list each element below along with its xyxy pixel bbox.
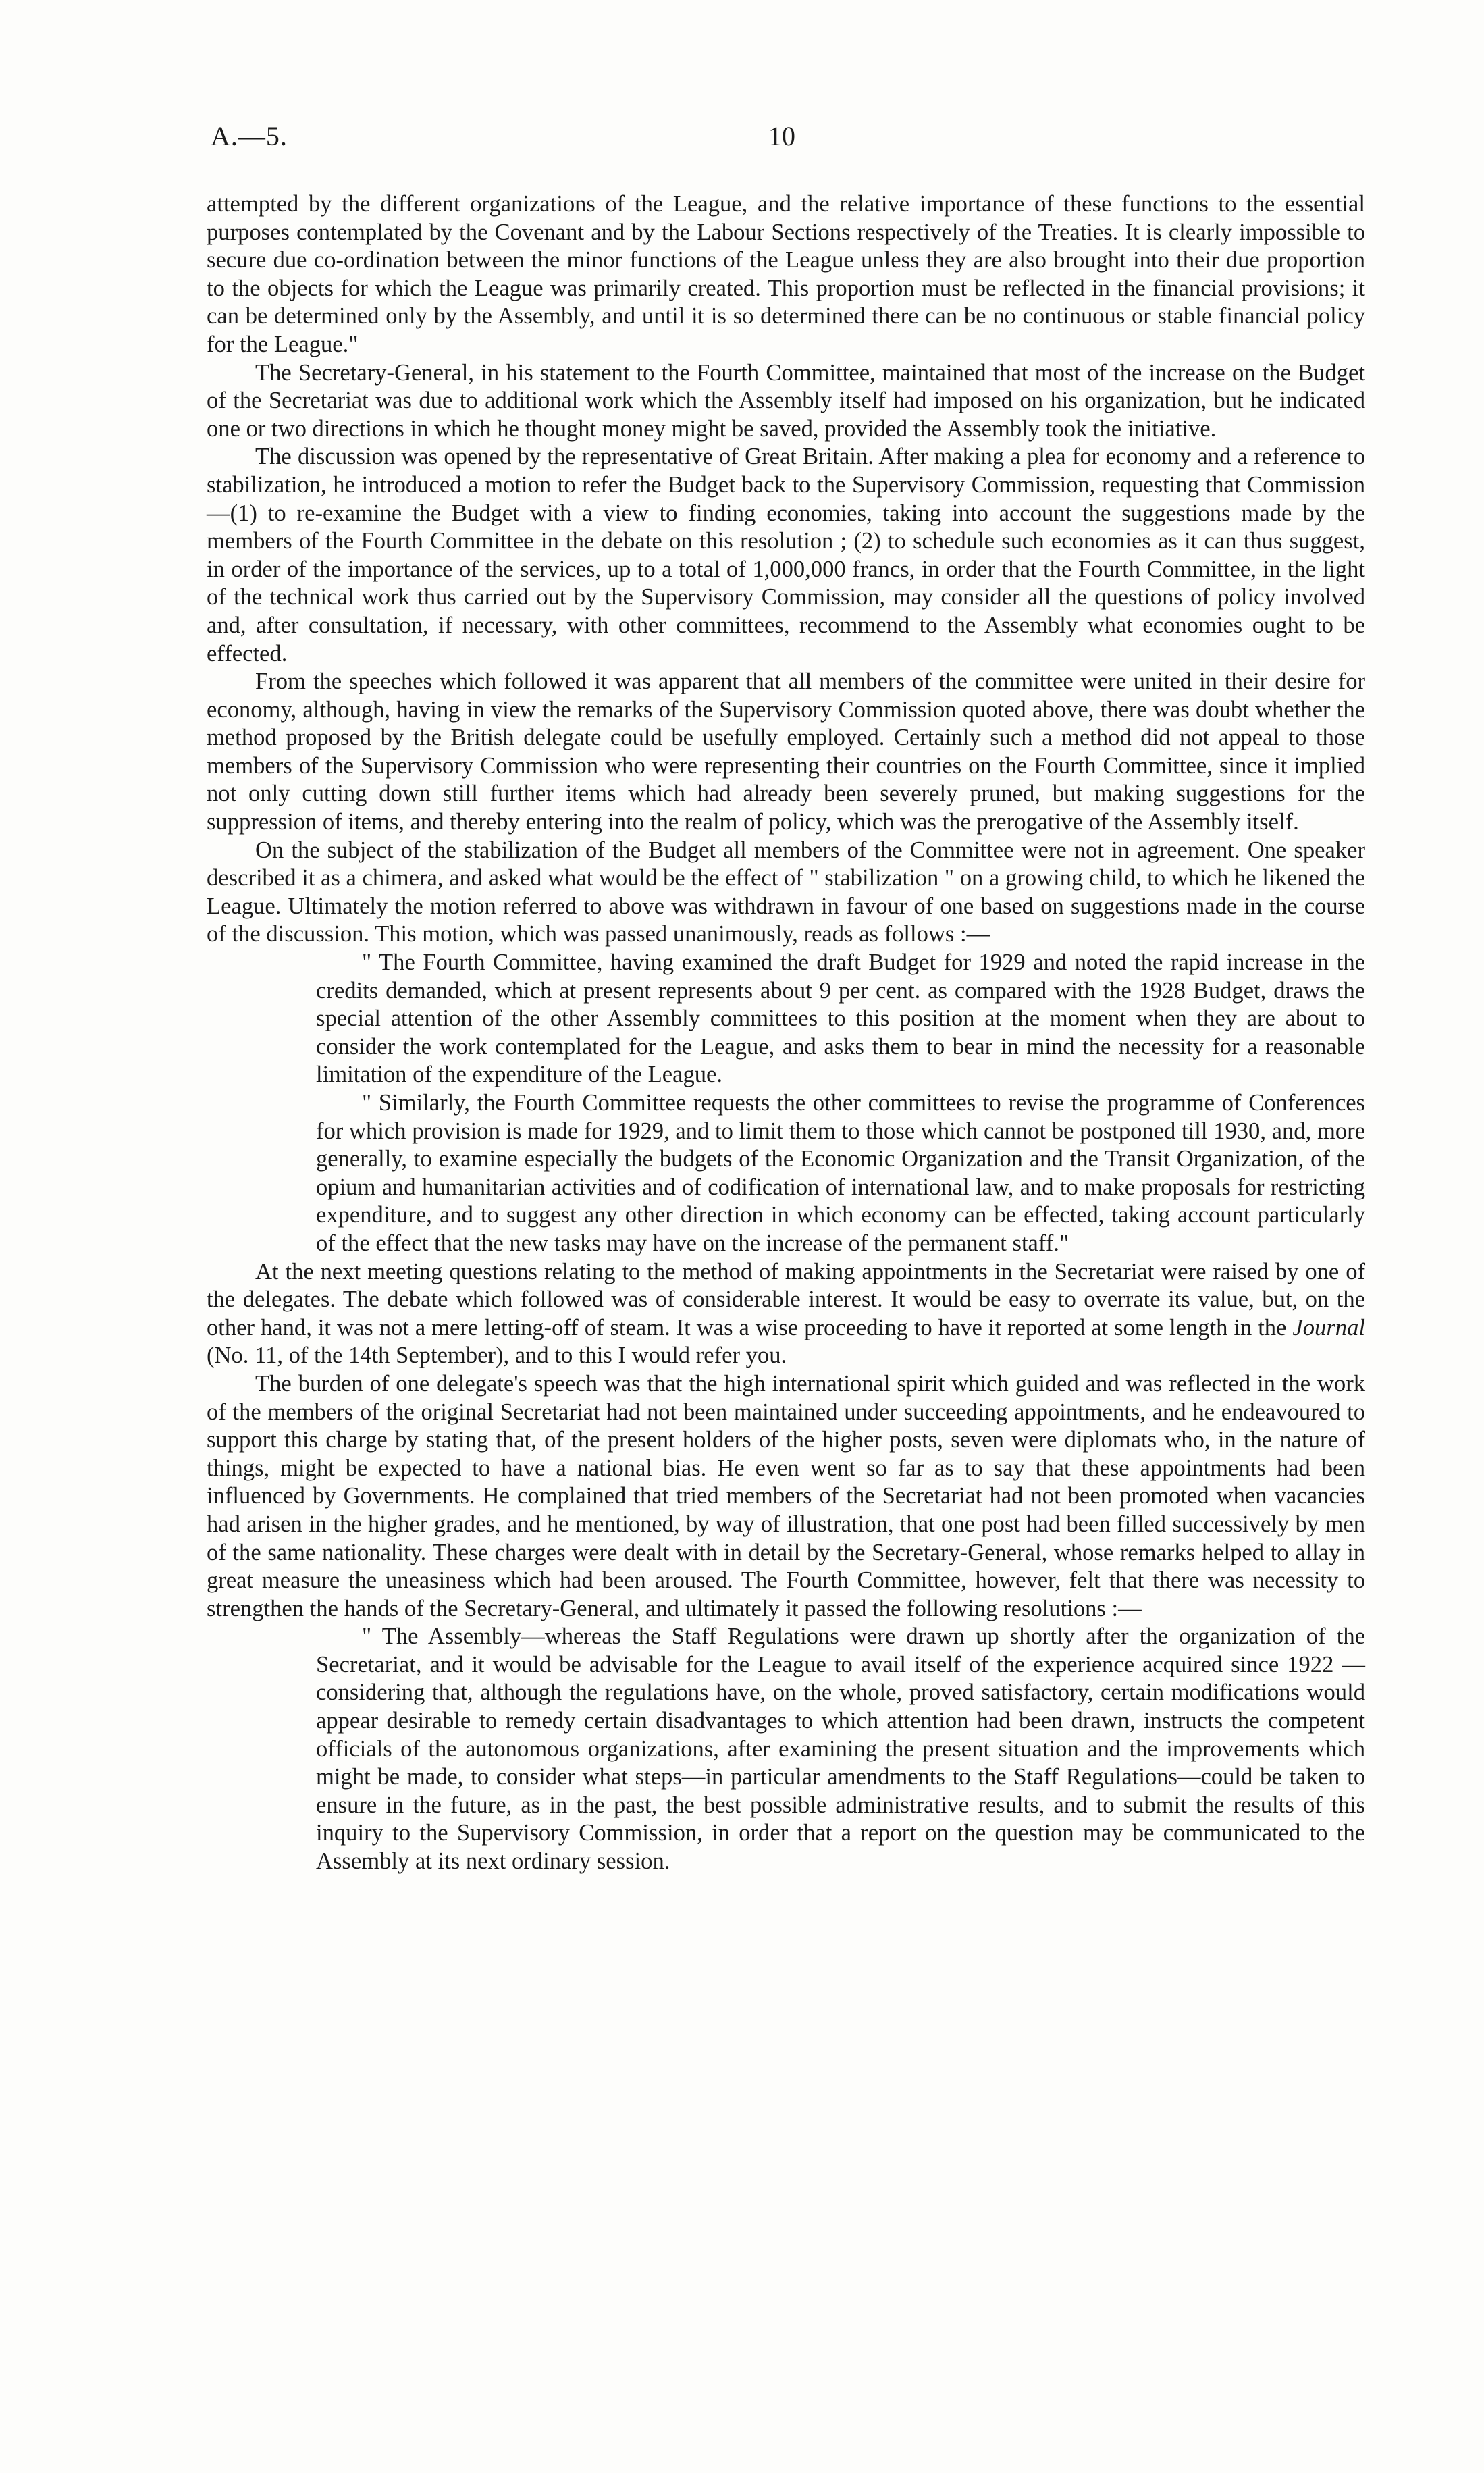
- paragraph-discussion-opened: The discussion was opened by the representative of Great Britain. After making a plea for economy and a reference to stabilization, he introduced a motion to refer the Budget back to the Supervisory Commission, requesting that Commission—(1) to re-examine the Budget with a view to finding economies, taking into account the suggestions made by the members of the Fourth Committee in the debate on this resolution ; (2) to schedule such economies as it can thus suggest, in order of the importance of the services, up to a total of 1,000,000 francs, in order that the Fourth Committee, in the light of the technical work thus carried out by the Supervisory Commission, may consider all the questions of policy involved and, after consultation, if necessary, with other committees, recommend to the Assembly what economies ought to be effected.: [207, 444, 1365, 667]
- paragraph-next-meeting-tail: (No. 11, of the 14th September), and to this I would refer you.: [207, 1343, 787, 1369]
- paragraph-stabilization: On the subject of the stabilization of the Budget all members of the Committee were not in agreement. One speaker described it as a chimera, and asked what would be the effect of " stabilization " on a growing child, to which he likened the League. Ultimately the motion referred to above was withdrawn in favour of one based on suggestions made in the course of the discussion. This motion, which was passed unanimously, reads as follows :—: [207, 837, 1365, 947]
- paragraph-next-meeting-text: At the next meeting questions relating to the method of making appointments in the Secretariat were raised by one of the delegates. The debate which followed was of considerable interest. It would be easy to overrate its value, but, on the other hand, it was not a mere letting-off of steam. It was a wise proceeding to have it reported at some length in the: [207, 1258, 1365, 1340]
- quote-fourth-committee-budget: " The Fourth Committee, having examined the draft Budget for 1929 and noted the rapid increase in the credits demanded, which at present represents about 9 per cent. as compared with the 1928 Budget, draws the special attention of the other Assembly committees to this position at the moment when they are about to consider the work contemplated for the League, and asks them to bear in mind the necessity for a reasonable limitation of the expenditure of the League.: [316, 949, 1365, 1088]
- paragraph-delegate-speech: The burden of one delegate's speech was that the high international spirit which guided and was reflected in the work of the members of the original Secretariat had not been maintained under succeeding appointments, and he endeavoured to support this charge by stating that, of the present holders of the higher posts, seven were diplomats who, in the nature of things, might be expected to have a national bias. He even went so far as to say that these appointments had been influenced by Governments. He complained that tried members of the Secretariat had not been promoted when vacancies had arisen in the higher grades, and he mentioned, by way of illustration, that one post had been filled successively by men of the same nationality. These charges were dealt with in detail by the Secretary-General, whose remarks helped to allay in great measure the uneasiness which had been aroused. The Fourth Committee, however, felt that there was necessity to strengthen the hands of the Secretary-General, and ultimately it passed the following resolutions :—: [207, 1370, 1365, 1621]
- journal-title: Journal: [1292, 1314, 1365, 1340]
- paragraph-continuation: attempted by the different organizations of the League, and the relative importance of these functions to the essential purposes contemplated by the Covenant and by the Labour Sections respectively of the Treaties. It is clearly impossible to secure due co-ordination between the minor functions of the League unless they are also brought into their due proportion to the objects for which the League was primarily created. This proportion must be reflected in the financial provisions; it can be determined only by the Assembly, and until it is so determined there can be no continuous or stable financial policy for the League.": [207, 191, 1365, 357]
- page-number: 10: [768, 121, 795, 151]
- quote-assembly-resolution: " The Assembly—whereas the Staff Regulations were drawn up shortly after the organization of the Secretariat, and it would be advisable for the League to avail itself of the experience acquired since 1922 — considering that, although the regulations have, on the whole, proved satisfactory, certain modifications would appear desirable to remedy certain disadvantages to which attention had been drawn, instructs the competent officials of the autonomous organizations, after examining the present situation and the improvements which might be made, to consider what steps—in particular amendments to the Staff Regulations—could be taken to ensure in the future, as in the past, the best possible administrative results, and to submit the results of this inquiry to the Supervisory Commission, in order that a report on the question may be communicated to the Assembly at its next ordinary session.: [316, 1623, 1365, 1875]
- paragraph-speeches-followed: From the speeches which followed it was apparent that all members of the committee were united in their desire for economy, although, having in view the remarks of the Supervisory Commission quoted above, there was doubt whether the method proposed by the British delegate could be usefully employed. Certainly such a method did not appeal to those members of the Supervisory Commission who were representing their countries on the Fourth Committee, since it implied not only cutting down still further items which had already been severely pruned, but making suggestions for the suppression of items, and thereby entering into the realm of policy, which was the prerogative of the Assembly itself.: [207, 669, 1365, 835]
- document-reference: A.—5.: [211, 121, 288, 151]
- quote-fourth-committee-conferences: " Similarly, the Fourth Committee requests the other committees to revise the programme of Conferences for which provision is made for 1929, and to limit them to those which cannot be postponed till 1930, and, more generally, to examine especially the budgets of the Economic Organization and the Transit Organization, of the opium and humanitarian activities and of codification of international law, and to make proposals for restricting expenditure, and to suggest any other direction in which economy can be effected, taking account particularly of the effect that the new tasks may have on the increase of the permanent staff.": [316, 1090, 1365, 1256]
- paragraph-secretary-general-statement: The Secretary-General, in his statement to the Fourth Committee, maintained that most of the increase on the Budget of the Secretariat was due to additional work which the Assembly itself had imposed on his organization, but he indicated one or two directions in which he thought money might be saved, provided the Assembly took the initiative.: [207, 359, 1365, 442]
- document-body: [207, 190, 1365, 1876]
- paragraph-next-meeting: [207, 1258, 1365, 1370]
